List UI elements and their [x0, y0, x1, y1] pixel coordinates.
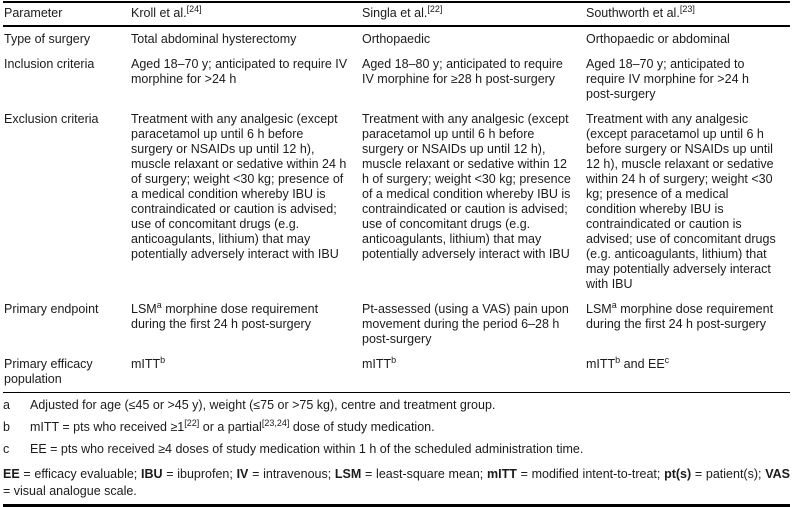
table-body — [3, 26, 790, 393]
footnote-a — [3, 398, 790, 413]
footnote-marker: a — [3, 398, 10, 412]
value-cell-singla: Treatment with any analgesic (except paracetamol up until 6 h before surgery or NSAIDs up until 12 h), muscle relaxant or sedative within 12 h of surgery; weight <30 kg; presence of a medical condition whereby IBU is contraindicated or caution is advised; use of concomitant drugs (e.g. anticoagulants, lithium) that may potentially adversely interact with IBU — [362, 112, 571, 261]
header-row — [3, 2, 790, 26]
footnote-text: EE = pts who received ≥4 doses of study medication within 1 h of the scheduled administration time. — [30, 442, 584, 456]
value-cell-kroll: LSM$^a$ morphine dose requirement during the first 24 h post-surgery — [131, 299, 319, 331]
value-cell-kroll: Aged 18–70 y; anticipated to require IV morphine for >24 h — [131, 57, 348, 86]
value-cell-southworth: LSM$^a$ morphine dose requirement during the first 24 h post-surgery — [586, 299, 774, 331]
value-cell-kroll: mITT$^b$ — [131, 354, 166, 371]
param-cell: Primary endpoint — [4, 302, 99, 316]
value-cell-singla: mITT$^b$ — [362, 354, 397, 371]
param-cell: Exclusion criteria — [4, 112, 99, 126]
col-header-southworth: Southworth et al.[23] — [585, 2, 790, 26]
value-cell-southworth: mITT$^b$ and $EE^c$ — [586, 354, 670, 371]
footnote-c — [3, 442, 790, 457]
study-comparison-table — [3, 1, 790, 393]
col-header-singla: Singla et al.[22] — [361, 2, 585, 26]
table-row-primary-endpoint — [3, 297, 790, 352]
value-cell-southworth: Orthopaedic or abdominal — [586, 32, 730, 46]
col-header-kroll: Kroll et al.[24] — [130, 2, 361, 26]
value-cell-singla: Orthopaedic — [362, 32, 431, 46]
value-cell-kroll: Total abdominal hysterectomy — [131, 32, 297, 46]
table-row-type-of-surgery — [3, 26, 790, 52]
value-cell-singla: Pt-assessed (using a VAS) pain upon movement during the period 6–28 h post-surgery — [362, 302, 569, 346]
param-cell: Type of surgery — [4, 32, 91, 46]
footnote-marker: c — [3, 442, 10, 456]
footnote-text: Adjusted for age (≤45 or >45 y), weight (≤75 or >75 kg), centre and treatment group. — [30, 398, 496, 412]
footnotes-section — [3, 398, 790, 457]
param-cell: Inclusion criteria — [4, 57, 95, 71]
footnote-marker: b — [3, 420, 10, 434]
value-cell-southworth: Treatment with any analgesic (except paracetamol up until 6 h before surgery or NSAIDs up until 12 h), muscle relaxant or sedative within 24 h of surgery; weight <30 kg; presence of a medical condition whereby IBU is contraindicated or caution is advised; use of concomitant drugs (e.g. anticoagulants, lithium) that may potentially adversely interact with IBU — [586, 112, 776, 291]
table-row-primary-efficacy-population — [3, 352, 790, 393]
footnote-text: mITT = pts who received ≥1[22] or a partial[23,24] dose of study medication. — [30, 417, 435, 434]
param-cell: Primary efficacy population — [4, 357, 93, 386]
value-cell-kroll: Treatment with any analgesic (except paracetamol up until 6 h before surgery or NSAIDs up until 12 h), muscle relaxant or sedative within 24 h of surgery; weight <30 kg; presence of a medical condition whereby IBU is contraindicated or caution is advised; use of concomitant drugs (e.g. anticoagulants, lithium) that may potentially adversely interact with IBU — [131, 112, 347, 261]
footnote-b — [3, 417, 790, 435]
col-header-parameter: Parameter — [3, 2, 130, 26]
value-cell-southworth: Aged 18–70 y; anticipated to require IV morphine for >24 h post-surgery — [586, 57, 749, 101]
value-cell-singla: Aged 18–80 y; anticipated to require IV morphine for ≥28 h post-surgery — [362, 57, 563, 86]
abbreviations-legend: EE = efficacy evaluable; IBU = ibuprofen; IV = intravenous; LSM = least-square mean; mITT = modified intent-to-treat; pt(s) = patient(s); VAS = visual analogue scale. — [3, 467, 790, 498]
table-row-exclusion-criteria — [3, 107, 790, 297]
table-row-inclusion-criteria — [3, 52, 790, 107]
